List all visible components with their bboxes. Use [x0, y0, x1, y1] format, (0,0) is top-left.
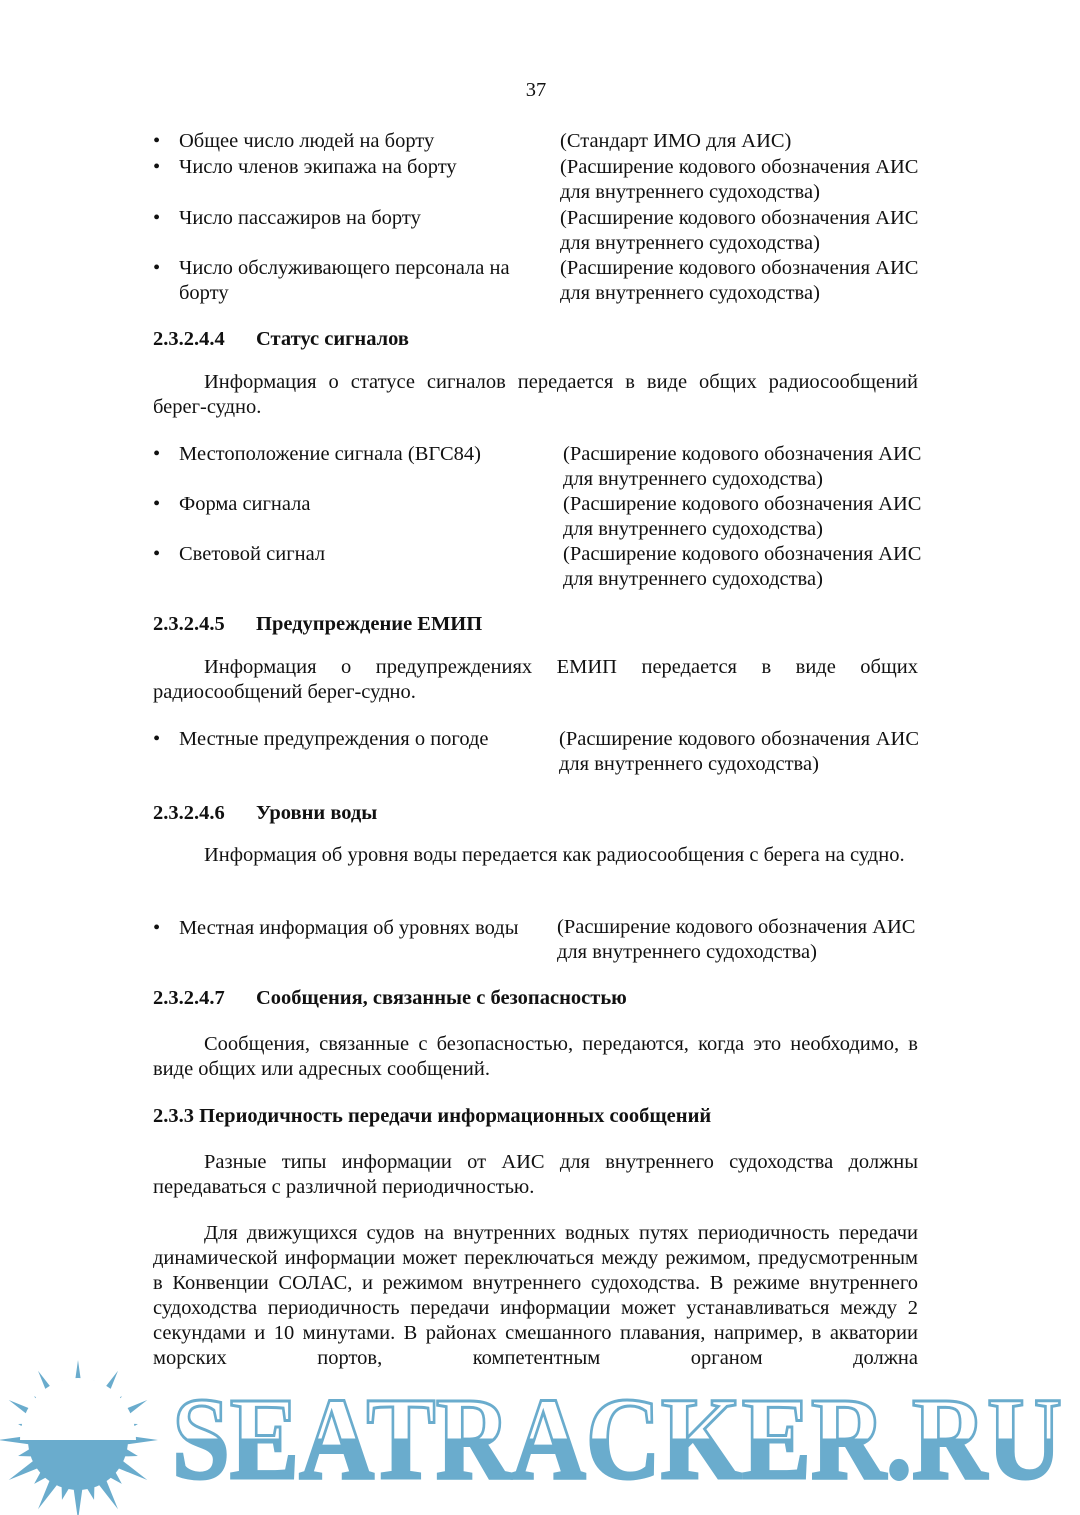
bullet: • — [153, 130, 161, 152]
sun-icon — [0, 1360, 158, 1515]
bullet: • — [153, 493, 161, 515]
item-source: (Расширение кодового обозначения АИС для внутреннего судоходства) — [560, 207, 919, 254]
paragraph: Разные типы информации от АИС для внутреннего судоходства должны передаваться с различной периодичностью. — [153, 1151, 918, 1198]
section-heading — [153, 801, 377, 826]
item-text: Местная информация об уровнях воды — [179, 917, 519, 939]
paragraph: Информация о статусе сигналов передается в виде общих радиосообщений берег-судно. — [153, 371, 918, 418]
section-heading: 2.3.3 Периодичность передачи информационных сообщений — [153, 1105, 712, 1127]
section-title: Предупреждение ЕМИП — [256, 613, 483, 635]
item-source: (Расширение кодового обозначения АИС для внутреннего судоходства) — [563, 493, 922, 540]
bullet: • — [153, 728, 161, 750]
section-heading — [153, 986, 627, 1011]
list-item — [153, 916, 553, 941]
list-item — [153, 442, 553, 467]
item-source: (Расширение кодового обозначения АИС для внутреннего судоходства) — [559, 728, 919, 775]
section-heading — [153, 327, 409, 352]
list-item — [153, 492, 553, 517]
bullet: • — [153, 156, 161, 178]
bullet: • — [153, 917, 161, 939]
page-number: 37 — [525, 79, 547, 101]
item-text: Число обслуживающего персонала на борту — [179, 257, 510, 304]
item-text: Местоположение сигнала (ВГС84) — [179, 443, 481, 465]
item-source: (Расширение кодового обозначения АИС для внутреннего судоходства) — [557, 916, 916, 963]
section-title: Статус сигналов — [256, 328, 409, 350]
item-source: (Расширение кодового обозначения АИС для внутреннего судоходства) — [563, 543, 922, 590]
item-source: (Расширение кодового обозначения АИС для внутреннего судоходства) — [560, 257, 919, 304]
paragraph: Информация о предупреждениях ЕМИП передается в виде общих радиосообщений берег-судно. — [153, 656, 918, 703]
list-item — [153, 155, 553, 180]
item-text: Общее число людей на борту — [179, 130, 435, 152]
list-item — [153, 542, 553, 567]
list-item — [153, 206, 553, 231]
section-title: Сообщения, связанные с безопасностью — [256, 987, 627, 1009]
item-source: (Расширение кодового обозначения АИС для внутреннего судоходства) — [560, 156, 919, 203]
section-number: 2.3.2.4.6 — [153, 802, 225, 824]
bullet: • — [153, 257, 161, 279]
item-text: Форма сигнала — [179, 493, 311, 515]
item-text: Местные предупреждения о погоде — [179, 728, 489, 750]
watermark-text: SEATRACKER.RU — [172, 1373, 1062, 1504]
item-text: Световой сигнал — [179, 543, 326, 565]
item-text: Число членов экипажа на борту — [179, 156, 457, 178]
item-source: (Расширение кодового обозначения АИС для внутреннего судоходства) — [563, 443, 922, 490]
section-number: 2.3.2.4.4 — [153, 328, 225, 350]
bullet: • — [153, 543, 161, 565]
bullet: • — [153, 443, 161, 465]
seatracker-logo — [0, 1355, 1080, 1515]
paragraph: Для движущихся судов на внутренних водных путях периодичность передачи динамической информации может переключаться между режимом, предусмотренным в Конвенции СОЛАС, и режимом внутреннего судоходства. В режиме внутреннего судоходства периодичность передачи информации может устанавливаться между 2 секундами и 10 минутами. В районах смешанного плавания, например, в акватории морских портов, компетентным органом должна — [153, 1222, 918, 1369]
section-number: 2.3.2.4.5 — [153, 613, 225, 635]
bullet: • — [153, 207, 161, 229]
section-heading — [153, 612, 482, 637]
item-text: Число пассажиров на борту — [179, 207, 421, 229]
list-item — [153, 727, 553, 752]
section-title: Уровни воды — [256, 802, 378, 824]
list-item — [153, 129, 553, 154]
paragraph: Сообщения, связанные с безопасностью, передаются, когда это необходимо, в виде общих или адресных сообщений. — [153, 1033, 918, 1080]
item-source: (Стандарт ИМО для АИС) — [560, 130, 792, 152]
list-item — [153, 256, 538, 306]
section-number: 2.3.2.4.7 — [153, 987, 225, 1009]
paragraph: Информация об уровня воды передается как радиосообщения с берега на судно. — [204, 844, 905, 866]
